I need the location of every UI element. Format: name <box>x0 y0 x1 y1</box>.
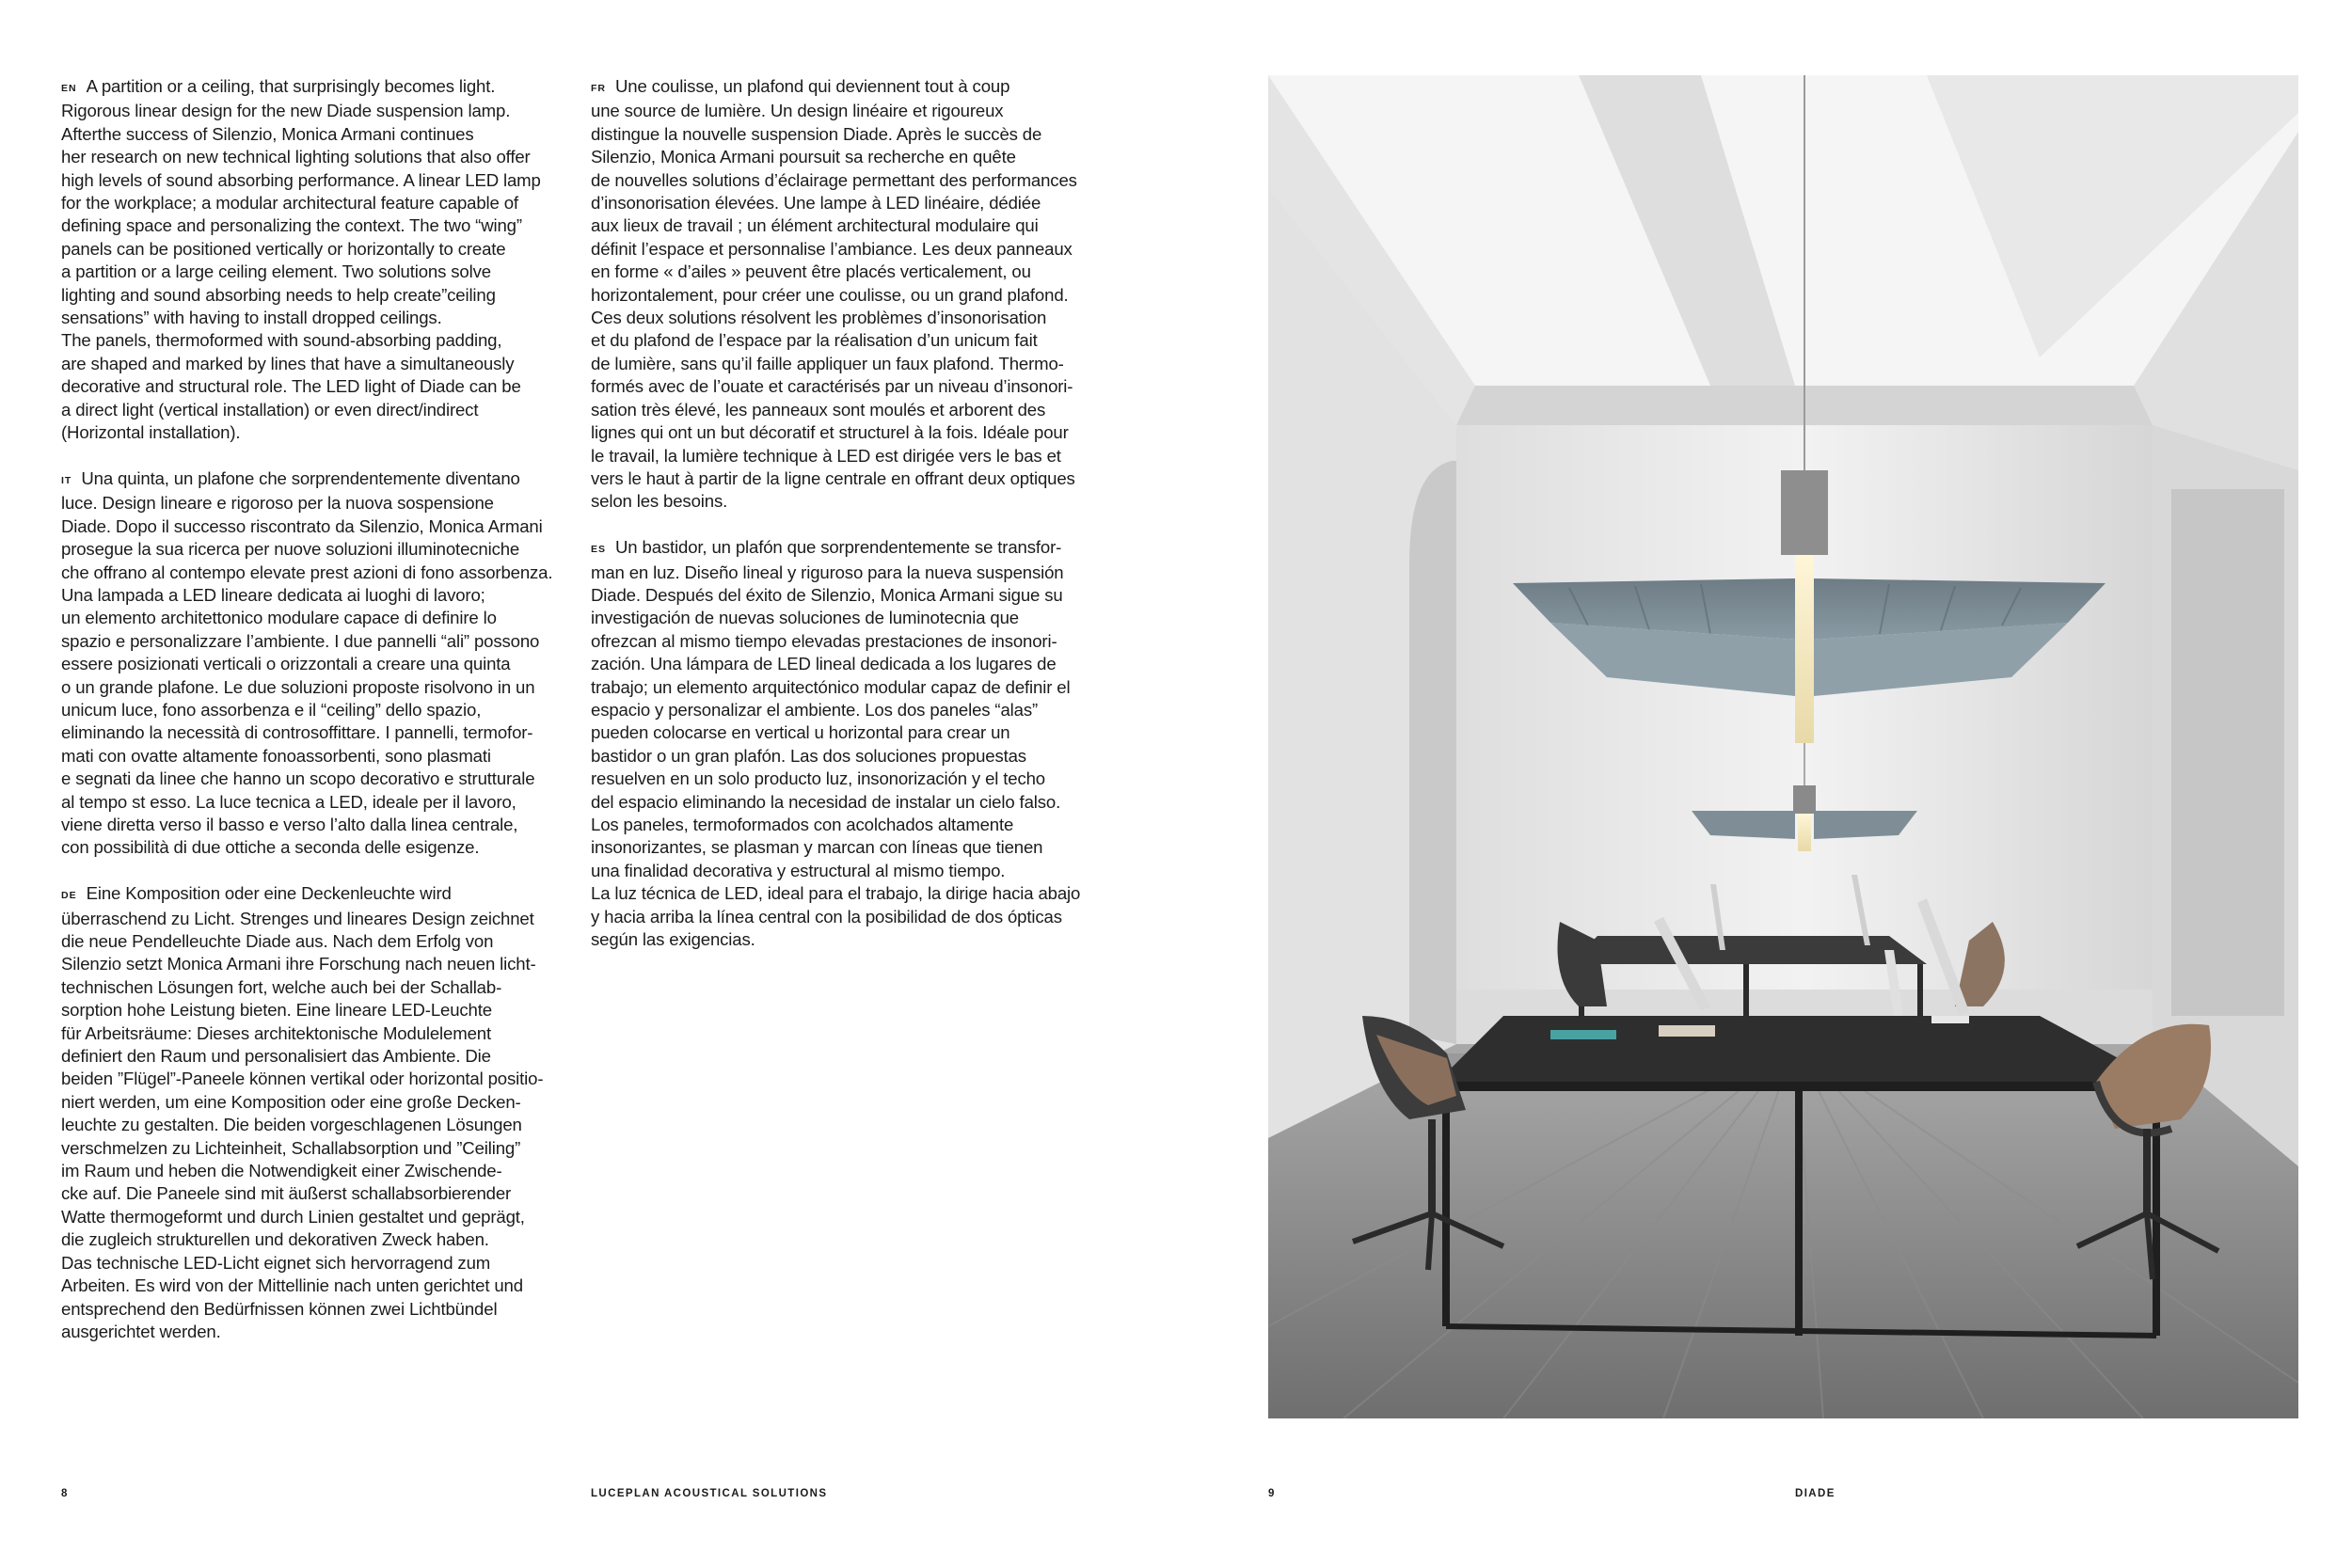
paragraph-fr <box>591 75 1118 514</box>
running-title-left: LUCEPLAN ACOUSTICAL SOLUTIONS <box>591 1488 828 1499</box>
office-photo <box>1268 75 2298 1418</box>
language-tag-it: IT <box>61 474 72 486</box>
paragraph-de <box>61 882 588 1343</box>
paragraph-de-text: Eine Komposition oder eine Deckenleuchte wird überraschend zu Licht. Strenges und lineares Design zeichnet die neue Pendelleuchte Diade aus. Nach dem Erfolg von Silenzio setzt Monica Armani ihre Forschung nach neuen licht- technischen Lösungen fort, welche auch bei der Schallab- sorption hohe Leistung bieten. Eine lineare LED-Leuchte für Arbeitsräume: Dieses architektonische Modulelement definiert den Raum und personalisiert das Ambiente. Die beiden ”Flügel”-Paneele können vertikal oder horizontal positio- niert werden, um eine Komposition oder eine große Decken- leuchte zu gestalten. Die beiden vorgeschlagenen Lösungen verschmelzen zu Lichteinheit, Schallabsorption und ”Ceiling” im Raum und heben die Notwendigkeit einer Zwischende- cke auf. Die Paneele sind mit äußerst schallabsorbierender Watte thermogeformt und durch Linien gestaltet und geprägt, die zugleich strukturellen und dekorativen Zweck haben. Das technische LED-Licht eignet sich hervorragend zum Arbeiten. Es wird von der Mittellinie nach unten gerichtet und entsprechend den Bedürfnissen können zwei Lichtbündel ausgerichtet werden. <box>61 883 544 1341</box>
paragraph-en-text: A partition or a ceiling, that surprisingly becomes light. Rigorous linear design for the new Diade suspension lamp. Afterthe success of Silenzio, Monica Armani continues her research on new technical lighting solutions that also offer high levels of sound absorbing performance. A linear LED lamp for the workplace; a modular architectural feature capable of defining space and personalizing the context. The two “wing” panels can be positioned vertically or horizontally to create a partition or a large ceiling element. Two solutions solve lighting and sound absorbing needs to help create”ceiling sensations” with having to install dropped ceilings. The panels, thermoformed with sound-absorbing padding, are shaped and marked by lines that have a simultaneously decorative and structural role. The LED light of Diade can be a direct light (vertical installation) or even direct/indirect (Horizontal installation). <box>61 76 541 443</box>
paragraph-es-text: Un bastidor, un plafón que sorprendentemente se transfor- man en luz. Diseño lineal y riguroso para la nueva suspensión Diade. Después del éxito de Silenzio, Monica Armani sigue su investigación de nuevas soluciones de luminotecnia que ofrezcan al mismo tiempo elevadas prestaciones de insonori- zación. Una lámpara de LED lineal dedicada a los lugares de trabajo; un elemento arquitectónico modular capaz de definir el espacio y personalizar el ambiente. Los dos paneles “alas” pueden colocarse en vertical u horizontal para crear un bastidor o un gran plafón. Las dos soluciones propuestas resuelven en un solo producto luz, insonorización y el techo del espacio eliminando la necesidad de instalar un cielo falso. Los paneles, termoformados con acolchados altamente insonorizantes, se plasman y marcan con líneas que tienen una finalidad decorativa y estructural al mismo tiempo. La luz técnica de LED, ideal para el trabajo, la dirige hacia abajo y hacia arriba la línea central con la posibilidad de dos ópticas según las exigencias. <box>591 537 1081 950</box>
running-title-right: DIADE <box>1795 1488 1836 1499</box>
paragraph-fr-text: Une coulisse, un plafond qui deviennent tout à coup une source de lumière. Un design linéaire et rigoureux distingue la nouvelle suspension Diade. Après le succès de Silenzio, Monica Armani poursuit sa recherche en quête de nouvelles solutions d’éclairage permettant des performances d’insonorisation élevées. Une lampe à LED linéaire, dédiée aux lieux de travail ; un élément architectural modulaire qui définit l’espace et personnalise l’ambiance. Les deux panneaux en forme « d’ailes » peuvent être placés verticalement, ou horizontalement, pour créer une coulisse, ou un grand plafond. Ces deux solutions résolvent les problèmes d’insonorisation et du plafond de l’espace par la réalisation d’un unicum fait de lumière, sans qu’il faille appliquer un faux plafond. Thermo- formés avec de l’ouate et caractérisés par un niveau d’insonori- sation très élevé, les panneaux sont moulés et arborent des lignes qui ont un but décoratif et structurel à la fois. Idéale pour le travail, la lumière technique à LED est dirigée vers le bas et vers le haut à partir de la ligne centrale en offrant deux optiques selon les besoins. <box>591 76 1077 512</box>
language-tag-fr: FR <box>591 83 606 94</box>
language-tag-es: ES <box>591 544 607 556</box>
paragraph-es <box>591 536 1118 951</box>
page-number-right: 9 <box>1268 1488 1276 1499</box>
text-column-left <box>61 75 588 1367</box>
archway <box>1409 461 1456 1044</box>
language-tag-de: DE <box>61 890 77 902</box>
paragraph-it-text: Una quinta, un plafone che sorprendentemente diventano luce. Design lineare e rigoroso per la nuova sospensione Diade. Dopo il successo riscontrato da Silenzio, Monica Armani prosegue la sua ricerca per nuove soluzioni illuminotecniche che offrano al contempo elevate prest azioni di fono assorbenza. Una lampada a LED lineare dedicata ai luoghi di lavoro; un elemento architettonico modulare capace di definire lo spazio e personalizzare l’ambiente. I due pannelli “ali” possono essere posizionati verticali o orizzontali a creare una quinta o un grande plafone. Le due soluzioni proposte risolvono in un unicum luce, fono assorbenza e il “ceiling” dello spazio, eliminando la necessità di controsoffittare. I pannelli, termofor- mati con ovatte altamente fonoassorbenti, sono plasmati e segnati da linee che hanno un scopo decorativo e strutturale al tempo st esso. La luce tecnica a LED, ideale per il lavoro, viene diretta verso il basso e verso l’alto dalla linea centrale, con possibilità di due ottiche a seconda delle esigenze. <box>61 467 553 858</box>
page-number-left: 8 <box>61 1488 69 1499</box>
paragraph-it <box>61 467 588 860</box>
language-tag-en: EN <box>61 83 77 94</box>
text-column-middle <box>591 75 1118 974</box>
paragraph-en <box>61 75 588 445</box>
